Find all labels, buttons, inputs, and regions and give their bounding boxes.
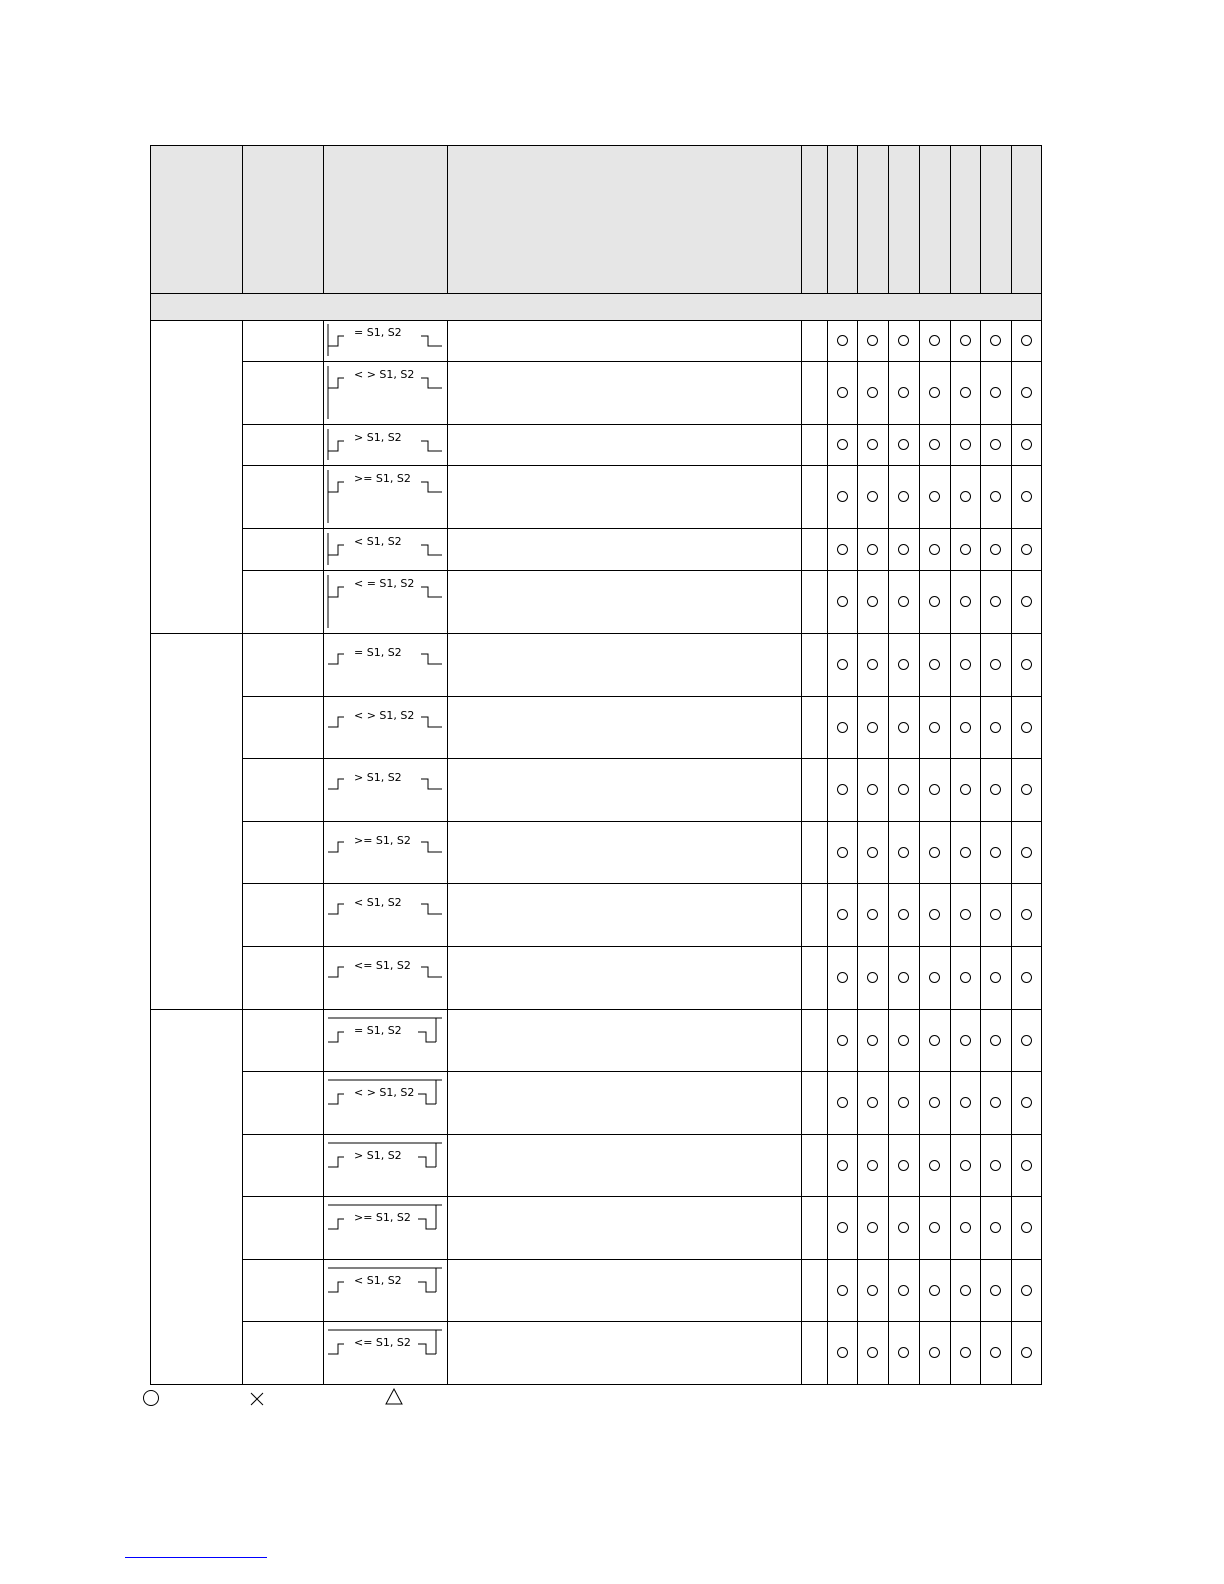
supported-circle-icon bbox=[1021, 335, 1032, 346]
supported-circle-icon bbox=[1021, 387, 1032, 398]
ladder-symbol-load bbox=[326, 531, 446, 569]
supported-circle-icon bbox=[898, 1347, 909, 1358]
supported-circle-icon bbox=[960, 335, 971, 346]
header-cell bbox=[980, 145, 1011, 293]
supported-circle-icon bbox=[990, 972, 1001, 983]
supported-circle-icon bbox=[960, 491, 971, 502]
row-divider bbox=[242, 1321, 1042, 1322]
row-divider bbox=[242, 1134, 1042, 1135]
column-divider bbox=[447, 320, 448, 1385]
supported-circle-icon bbox=[929, 439, 940, 450]
supported-circle-icon bbox=[867, 784, 878, 795]
header-divider bbox=[950, 145, 951, 293]
supported-circle-icon bbox=[990, 1035, 1001, 1046]
supported-circle-icon bbox=[898, 439, 909, 450]
supported-circle-icon bbox=[898, 387, 909, 398]
header-cell bbox=[447, 145, 801, 293]
supported-circle-icon bbox=[929, 491, 940, 502]
ladder-operator-text: > S1, S2 bbox=[354, 771, 402, 784]
supported-circle-icon bbox=[1021, 784, 1032, 795]
ladder-operator-text: = S1, S2 bbox=[354, 326, 402, 339]
supported-circle-icon bbox=[898, 722, 909, 733]
supported-circle-icon bbox=[898, 1222, 909, 1233]
supported-circle-icon bbox=[1021, 722, 1032, 733]
column-divider bbox=[980, 320, 981, 1385]
supported-circle-icon bbox=[898, 596, 909, 607]
supported-circle-icon bbox=[990, 847, 1001, 858]
supported-circle-icon bbox=[990, 1222, 1001, 1233]
row-divider bbox=[242, 1196, 1042, 1197]
table-left-border bbox=[150, 145, 151, 1385]
supported-circle-icon bbox=[960, 439, 971, 450]
supported-circle-icon bbox=[867, 1035, 878, 1046]
legend-supported bbox=[142, 1389, 160, 1411]
header-cell bbox=[827, 145, 857, 293]
ladder-operator-text: <= S1, S2 bbox=[354, 959, 411, 972]
supported-circle-icon bbox=[837, 1035, 848, 1046]
circle-icon bbox=[142, 1389, 160, 1407]
row-divider bbox=[242, 696, 1042, 697]
ladder-operator-text: < S1, S2 bbox=[354, 535, 402, 548]
supported-circle-icon bbox=[960, 1160, 971, 1171]
supported-circle-icon bbox=[990, 1285, 1001, 1296]
supported-circle-icon bbox=[837, 972, 848, 983]
supported-circle-icon bbox=[990, 387, 1001, 398]
ladder-symbol-and bbox=[326, 824, 446, 882]
supported-circle-icon bbox=[929, 847, 940, 858]
row-divider bbox=[242, 821, 1042, 822]
supported-circle-icon bbox=[837, 784, 848, 795]
row-divider bbox=[150, 633, 1042, 634]
supported-circle-icon bbox=[837, 1222, 848, 1233]
header-divider bbox=[801, 145, 802, 293]
row-divider bbox=[242, 758, 1042, 759]
supported-circle-icon bbox=[898, 544, 909, 555]
ladder-operator-text: = S1, S2 bbox=[354, 1024, 402, 1037]
row-divider bbox=[242, 1259, 1042, 1260]
header-cell bbox=[242, 145, 323, 293]
supported-circle-icon bbox=[837, 847, 848, 858]
supported-circle-icon bbox=[929, 909, 940, 920]
ladder-symbol-load bbox=[326, 427, 446, 464]
supported-circle-icon bbox=[960, 387, 971, 398]
column-divider bbox=[242, 320, 243, 1385]
triangle-icon bbox=[385, 1388, 403, 1406]
header-cell bbox=[857, 145, 888, 293]
supported-circle-icon bbox=[898, 335, 909, 346]
supported-circle-icon bbox=[960, 1222, 971, 1233]
supported-circle-icon bbox=[1021, 491, 1032, 502]
supported-circle-icon bbox=[1021, 847, 1032, 858]
legend-partial bbox=[385, 1388, 403, 1410]
ladder-operator-text: < S1, S2 bbox=[354, 1274, 402, 1287]
header-cell bbox=[888, 145, 919, 293]
column-divider bbox=[323, 320, 324, 1385]
header-divider bbox=[919, 145, 920, 293]
supported-circle-icon bbox=[960, 909, 971, 920]
supported-circle-icon bbox=[929, 1097, 940, 1108]
row-divider bbox=[242, 361, 1042, 362]
ladder-operator-text: > S1, S2 bbox=[354, 431, 402, 444]
column-divider bbox=[1011, 320, 1012, 1385]
supported-circle-icon bbox=[837, 1347, 848, 1358]
ladder-operator-text: >= S1, S2 bbox=[354, 834, 411, 847]
row-divider bbox=[242, 946, 1042, 947]
supported-circle-icon bbox=[837, 491, 848, 502]
supported-circle-icon bbox=[867, 1285, 878, 1296]
header-divider bbox=[857, 145, 858, 293]
supported-circle-icon bbox=[837, 1160, 848, 1171]
supported-circle-icon bbox=[837, 659, 848, 670]
supported-circle-icon bbox=[960, 1097, 971, 1108]
header-cell bbox=[919, 145, 950, 293]
supported-circle-icon bbox=[929, 1347, 940, 1358]
supported-circle-icon bbox=[1021, 439, 1032, 450]
ladder-symbol-and bbox=[326, 699, 446, 757]
supported-circle-icon bbox=[898, 784, 909, 795]
supported-circle-icon bbox=[960, 847, 971, 858]
supported-circle-icon bbox=[960, 784, 971, 795]
supported-circle-icon bbox=[960, 722, 971, 733]
ladder-symbol-or bbox=[326, 1012, 446, 1070]
supported-circle-icon bbox=[990, 335, 1001, 346]
supported-circle-icon bbox=[837, 387, 848, 398]
supported-circle-icon bbox=[867, 596, 878, 607]
supported-circle-icon bbox=[1021, 1035, 1032, 1046]
supported-circle-icon bbox=[929, 335, 940, 346]
header-divider bbox=[1011, 145, 1012, 293]
ladder-symbol-load bbox=[326, 573, 446, 632]
ladder-operator-text: < = S1, S2 bbox=[354, 577, 415, 590]
ladder-symbol-load bbox=[326, 468, 446, 527]
supported-circle-icon bbox=[867, 387, 878, 398]
row-divider bbox=[242, 570, 1042, 571]
cross-icon bbox=[249, 1391, 265, 1407]
section-label bbox=[150, 293, 1042, 320]
column-divider bbox=[888, 320, 889, 1385]
supported-circle-icon bbox=[837, 335, 848, 346]
supported-circle-icon bbox=[898, 1160, 909, 1171]
supported-circle-icon bbox=[867, 659, 878, 670]
supported-circle-icon bbox=[898, 491, 909, 502]
supported-circle-icon bbox=[1021, 659, 1032, 670]
header-bottom-border bbox=[150, 293, 1042, 294]
supported-circle-icon bbox=[960, 544, 971, 555]
supported-circle-icon bbox=[1021, 1160, 1032, 1171]
supported-circle-icon bbox=[1021, 1347, 1032, 1358]
supported-circle-icon bbox=[990, 491, 1001, 502]
supported-circle-icon bbox=[867, 847, 878, 858]
supported-circle-icon bbox=[1021, 596, 1032, 607]
supported-circle-icon bbox=[898, 847, 909, 858]
supported-circle-icon bbox=[837, 1285, 848, 1296]
ladder-symbol-or bbox=[326, 1137, 446, 1195]
supported-circle-icon bbox=[837, 909, 848, 920]
supported-circle-icon bbox=[960, 1285, 971, 1296]
supported-circle-icon bbox=[1021, 544, 1032, 555]
section-bottom-border bbox=[150, 320, 1042, 321]
ladder-operator-text: = S1, S2 bbox=[354, 646, 402, 659]
ladder-operator-text: >= S1, S2 bbox=[354, 1211, 411, 1224]
supported-circle-icon bbox=[990, 1097, 1001, 1108]
supported-circle-icon bbox=[990, 439, 1001, 450]
supported-circle-icon bbox=[837, 544, 848, 555]
header-cell bbox=[1011, 145, 1041, 293]
row-divider bbox=[242, 528, 1042, 529]
column-divider bbox=[919, 320, 920, 1385]
supported-circle-icon bbox=[837, 596, 848, 607]
row-divider bbox=[150, 1009, 1042, 1010]
ladder-symbol-load bbox=[326, 364, 446, 423]
table-top-border bbox=[150, 145, 1042, 146]
supported-circle-icon bbox=[898, 1285, 909, 1296]
supported-circle-icon bbox=[1021, 909, 1032, 920]
supported-circle-icon bbox=[929, 544, 940, 555]
header-cell bbox=[323, 145, 447, 293]
legend-unsupported bbox=[249, 1391, 265, 1411]
header-cell bbox=[950, 145, 980, 293]
supported-circle-icon bbox=[960, 596, 971, 607]
header-divider bbox=[980, 145, 981, 293]
supported-circle-icon bbox=[867, 491, 878, 502]
supported-circle-icon bbox=[1021, 972, 1032, 983]
supported-circle-icon bbox=[867, 1222, 878, 1233]
supported-circle-icon bbox=[929, 1160, 940, 1171]
supported-circle-icon bbox=[867, 544, 878, 555]
supported-circle-icon bbox=[898, 1097, 909, 1108]
ladder-symbol-and bbox=[326, 636, 446, 695]
header-divider bbox=[827, 145, 828, 293]
supported-circle-icon bbox=[929, 596, 940, 607]
supported-circle-icon bbox=[898, 659, 909, 670]
header-divider bbox=[888, 145, 889, 293]
ladder-symbol-and bbox=[326, 761, 446, 820]
supported-circle-icon bbox=[867, 335, 878, 346]
ladder-symbol-or bbox=[326, 1324, 446, 1383]
supported-circle-icon bbox=[990, 784, 1001, 795]
supported-circle-icon bbox=[990, 909, 1001, 920]
table-right-border bbox=[1041, 145, 1042, 1385]
ladder-operator-text: < > S1, S2 bbox=[354, 709, 415, 722]
supported-circle-icon bbox=[990, 1160, 1001, 1171]
header-cell bbox=[801, 145, 827, 293]
column-divider bbox=[857, 320, 858, 1385]
ladder-operator-text: < > S1, S2 bbox=[354, 1086, 415, 1099]
ladder-symbol-and bbox=[326, 886, 446, 945]
supported-circle-icon bbox=[990, 596, 1001, 607]
supported-circle-icon bbox=[837, 1097, 848, 1108]
row-divider bbox=[242, 1071, 1042, 1072]
header-divider bbox=[447, 145, 448, 293]
footer-link-underline bbox=[125, 1557, 267, 1558]
ladder-symbol-and bbox=[326, 949, 446, 1008]
supported-circle-icon bbox=[929, 784, 940, 795]
ladder-operator-text: >= S1, S2 bbox=[354, 472, 411, 485]
supported-circle-icon bbox=[990, 1347, 1001, 1358]
supported-circle-icon bbox=[960, 1347, 971, 1358]
ladder-operator-text: < S1, S2 bbox=[354, 896, 402, 909]
supported-circle-icon bbox=[1021, 1097, 1032, 1108]
supported-circle-icon bbox=[929, 387, 940, 398]
supported-circle-icon bbox=[867, 722, 878, 733]
supported-circle-icon bbox=[867, 439, 878, 450]
supported-circle-icon bbox=[990, 544, 1001, 555]
supported-circle-icon bbox=[960, 659, 971, 670]
supported-circle-icon bbox=[960, 1035, 971, 1046]
supported-circle-icon bbox=[929, 722, 940, 733]
row-divider bbox=[242, 424, 1042, 425]
row-divider bbox=[150, 1384, 1042, 1385]
supported-circle-icon bbox=[990, 722, 1001, 733]
supported-circle-icon bbox=[929, 972, 940, 983]
supported-circle-icon bbox=[929, 1285, 940, 1296]
supported-circle-icon bbox=[990, 659, 1001, 670]
supported-circle-icon bbox=[867, 972, 878, 983]
header-divider bbox=[323, 145, 324, 293]
supported-circle-icon bbox=[929, 1035, 940, 1046]
ladder-symbol-or bbox=[326, 1074, 446, 1133]
supported-circle-icon bbox=[837, 439, 848, 450]
ladder-operator-text: > S1, S2 bbox=[354, 1149, 402, 1162]
supported-circle-icon bbox=[867, 1097, 878, 1108]
row-divider bbox=[242, 465, 1042, 466]
ladder-symbol-or bbox=[326, 1262, 446, 1320]
header-cell bbox=[150, 145, 242, 293]
column-divider bbox=[950, 320, 951, 1385]
ladder-symbol-or bbox=[326, 1199, 446, 1258]
column-divider bbox=[827, 320, 828, 1385]
supported-circle-icon bbox=[1021, 1222, 1032, 1233]
supported-circle-icon bbox=[898, 909, 909, 920]
ladder-operator-text: < > S1, S2 bbox=[354, 368, 415, 381]
supported-circle-icon bbox=[929, 1222, 940, 1233]
supported-circle-icon bbox=[867, 909, 878, 920]
supported-circle-icon bbox=[1021, 1285, 1032, 1296]
supported-circle-icon bbox=[960, 972, 971, 983]
supported-circle-icon bbox=[867, 1160, 878, 1171]
ladder-symbol-load bbox=[326, 322, 446, 360]
supported-circle-icon bbox=[837, 722, 848, 733]
ladder-operator-text: <= S1, S2 bbox=[354, 1336, 411, 1349]
supported-circle-icon bbox=[929, 659, 940, 670]
supported-circle-icon bbox=[867, 1347, 878, 1358]
header-divider bbox=[242, 145, 243, 293]
column-divider bbox=[801, 320, 802, 1385]
instruction-table bbox=[150, 145, 1042, 1385]
supported-circle-icon bbox=[898, 972, 909, 983]
row-divider bbox=[242, 883, 1042, 884]
supported-circle-icon bbox=[898, 1035, 909, 1046]
